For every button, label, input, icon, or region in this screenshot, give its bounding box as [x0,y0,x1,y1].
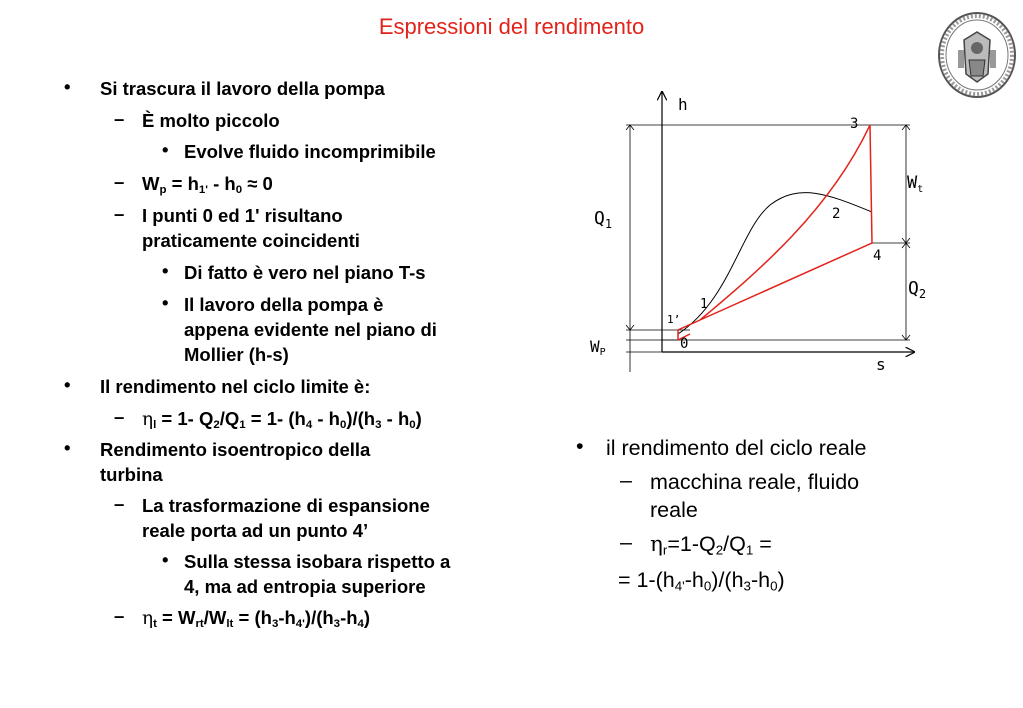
sub-bullet-turbine-efficiency-formula: $\eta_t = W_{rt}/W_{lt} = (h_3-h_{4'})/(h_3-h_4)$ [142,607,371,631]
bullet-real-cycle-efficiency: il rendimento del ciclo reale [606,436,867,460]
dash-marker: – [620,530,632,554]
dash-marker: – [114,605,125,626]
university-seal-icon [936,10,1018,100]
sub-bullet-expansion-point: La trasformazione di espansione reale porta ad un punto 4’ [142,495,430,541]
dash-marker: – [114,406,125,427]
bullet-marker: • [162,260,169,281]
subsub-mollier-plane: Il lavoro della pompa è appena evidente nel piano di Mollier (h-s) [184,294,437,365]
sub-bullet-very-small: È molto piccolo [142,110,280,131]
sub-bullet-points-coincide: I punti 0 ed 1' risultano praticamente coincidenti [142,205,360,251]
dash-marker: – [114,203,125,224]
point-2-label: 2 [832,206,841,222]
subsub-ts-plane: Di fatto è vero nel piano T-s [184,262,426,283]
q1-label: $Q_1$ [594,208,613,231]
bullet-marker: • [162,292,169,313]
axis-h-label: h [678,95,688,114]
bullet-marker: • [162,549,169,570]
point-1-prime-label: 1’ [667,313,681,326]
dash-marker: – [114,171,125,192]
sub-bullet-pump-work-formula: $W_p = h_{1'} - h_0 \approx 0$ [142,173,273,197]
bullet-marker: • [576,434,584,458]
point-4-label: 4 [873,248,882,264]
dash-marker: – [114,493,125,514]
bullet-marker: • [64,437,71,458]
bullet-marker: • [64,76,71,97]
wp-label: WP [590,337,606,358]
bullet-marker: • [64,374,71,395]
sub-bullet-limit-efficiency-formula: $\eta_l = 1-$ $Q_2/Q_1 = 1-$ $(h_4 - h_0)/(h_3 - h_0)$ [142,408,422,432]
sub-bullet-real-efficiency-formula: $\eta_r=1-Q_2/Q_1$ = [650,532,772,558]
bullet-marker: • [162,139,169,160]
real-efficiency-expansion: = $1-(h_{4'}-h_0)/(h_3-h_0)$ [618,568,785,594]
sub-bullet-real-machine: macchina reale, fluido reale [650,470,860,522]
axis-s-label: s [876,355,886,374]
dash-marker: – [114,108,125,129]
slide-title: Espressioni del rendimento [378,14,645,39]
bullet-ignore-pump-work: Si trascura il lavoro della pompa [100,78,385,99]
wt-label: $W_t$ [907,173,924,195]
point-1-label: 1 [700,297,708,312]
mollier-diagram [585,82,925,382]
dash-marker: – [620,468,632,492]
q2-label: $Q_2$ [908,278,927,301]
bullet-limit-cycle-efficiency: Il rendimento nel ciclo limite è: [100,376,371,397]
point-0-label: 0 [680,336,689,352]
subsub-same-isobar: Sulla stessa isobara rispetto a 4, ma ad entropia superiore [184,551,451,597]
point-3-label: 3 [850,116,859,132]
subsub-incompressible-fluid: Evolve fluido incomprimibile [184,141,436,162]
bullet-isentropic-efficiency: Rendimento isoentropico della turbina [100,439,371,485]
saturation-curve [678,193,872,334]
